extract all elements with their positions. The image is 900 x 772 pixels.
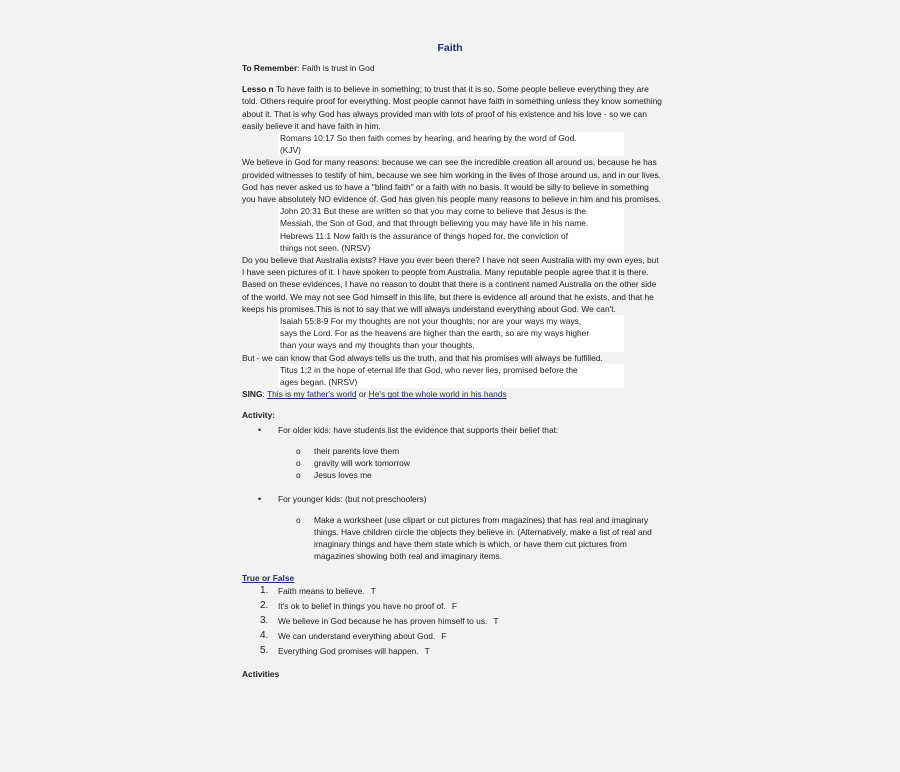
sing-line: [242, 388, 662, 400]
activity-subitem: Jesus loves me: [314, 470, 372, 481]
item-number: 4.: [260, 630, 269, 642]
table-row: [260, 629, 662, 644]
circle-bullet-icon: o: [296, 458, 301, 469]
item-text: Everything God promises will happen.: [278, 646, 419, 657]
paragraph-reasons: We believe in God for many reasons: because we can see the incredible creation all around us, because he has provided witnesses to testify of him, because we see him working in the lives of those around us, and in our lives. God has never asked us to have a "blind faith" or a faith with no basis. It would be silly to believe in something you have absolutely NO evidence of. God has given his people many reasons to believe in him and his promises.: [242, 157, 661, 205]
sing-label: SING: [242, 389, 263, 400]
paragraph-australia: Do you believe that Australia exists? Have you ever been there? I have not seen Australia with my own eyes, but I have seen pictures of it. I have spoken to people from Australia. Many reputable people agree that it is there. Based on these evidences, I have no reason to doubt that there is a continent named Australia on the other side of the world. We may not see God himself in this life, but there is evidence all around that he exists, and that he keeps his promises.This is not to say that we will always understand everything about God. We can't.: [242, 255, 659, 314]
verse-line: (KJV): [280, 145, 301, 156]
document-body: [242, 62, 662, 680]
paragraph-promises: But - we can know that God always tells us the truth, and that his promises will always be fulfilled.: [242, 352, 603, 363]
sing-separator: :: [262, 389, 265, 400]
item-text: We can understand everything about God.: [278, 631, 436, 642]
list-item: [296, 457, 662, 469]
verse-isaiah: [278, 315, 624, 352]
verse-line: John 20:31 But these are written so that you may come to believe that Jesus is the: [280, 206, 586, 217]
verse-titus: [278, 364, 624, 388]
verse-romans: [278, 132, 624, 156]
activities-heading: Activities: [242, 668, 280, 679]
bullet-icon: •: [258, 424, 262, 435]
item-number: 1.: [260, 585, 269, 597]
item-answer: F: [451, 601, 457, 612]
item-text: It's ok to belief in things you have no proof of.: [278, 601, 446, 612]
item-number: 5.: [260, 645, 269, 657]
true-false-heading: [242, 572, 662, 584]
item-number: 2.: [260, 600, 269, 612]
to-remember-text: : Faith is trust in God: [297, 63, 375, 73]
activity-subitem: gravity will work tomorrow: [314, 458, 410, 469]
activity-heading: Activity:: [242, 410, 276, 421]
verse-john-hebrews: [278, 205, 624, 254]
activity-subitem: Make a worksheet (use clipart or cut pictures from magazines) that has real and imaginary things. Have children circle the objects they believe in. (Alternatively, make a list of real and imaginary things and have them state which is which, or have them cut pictures from magazines showing both real and imaginary items.: [314, 514, 652, 562]
verse-line: than your ways and my thoughts than your thoughts.: [280, 340, 475, 351]
verse-line: Romans 10:17 So then faith comes by hearing, and hearing by the word of God.: [280, 133, 577, 144]
item-answer: T: [370, 586, 376, 597]
song-link-whole-world[interactable]: He's got the whole world in his hands: [368, 389, 507, 400]
to-remember: [242, 62, 662, 74]
verse-line: says the Lord. For as the heavens are higher than the earth, so are my ways higher: [280, 328, 590, 339]
verse-line: ages began. (NRSV): [280, 377, 358, 388]
activity-older-text: For older kids: have students list the evidence that supports their belief that:: [278, 424, 559, 435]
circle-bullet-icon: o: [296, 470, 301, 481]
item-answer: F: [441, 631, 447, 642]
sing-or: or: [358, 389, 367, 400]
item-text: Faith means to believe.: [278, 586, 365, 597]
bullet-icon: •: [258, 493, 262, 504]
verse-line: things not seen. (NRSV): [280, 242, 371, 253]
list-item: [258, 424, 662, 436]
verse-line: Titus 1:2 in the hope of eternal life that God, who never lies, promised before the: [280, 364, 578, 375]
list-item: [258, 493, 662, 505]
table-row: [260, 644, 662, 659]
table-row: [260, 599, 662, 614]
verse-line: Hebrews 11:1 Now faith is the assurance of things hoped for, the conviction of: [280, 230, 569, 241]
lesson-text: To have faith is to believe in something; to trust that it is so. Some people believe everything they are told. Others require proof for everything. Most people cannot have faith in something unless they know something about it. That is why God has always provided man with lots of proof of his existence and his love - so we can easily believe it and have faith in him.: [242, 84, 662, 131]
item-answer: T: [424, 646, 430, 657]
item-answer: T: [493, 616, 499, 627]
table-row: [260, 584, 662, 599]
lesson-label: Lesso n: [242, 84, 274, 95]
list-item: [296, 514, 662, 563]
lesson-paragraph: [242, 83, 662, 132]
to-remember-label: To Remember: [242, 63, 298, 73]
circle-bullet-icon: o: [296, 514, 301, 525]
song-link-fathers-world[interactable]: This is my father's world: [267, 389, 357, 400]
page-title: Faith: [437, 42, 463, 54]
item-text: We believe in God because he has proven himself to us.: [278, 616, 488, 627]
verse-line: Isaiah 55:8-9 For my thoughts are not your thoughts; nor are your ways my ways,: [280, 316, 582, 327]
list-item: [296, 445, 662, 457]
item-number: 3.: [260, 615, 269, 627]
activity-subitem: their parents love them: [314, 445, 400, 456]
list-item: [296, 469, 662, 481]
activity-younger-text: For younger kids: (but not preschoolers): [278, 493, 427, 504]
verse-line: Messiah, the Son of God, and that through believing you may have life in his name.: [280, 218, 589, 229]
true-false-link[interactable]: True or False: [242, 572, 295, 583]
circle-bullet-icon: o: [296, 445, 301, 456]
table-row: [260, 614, 662, 629]
